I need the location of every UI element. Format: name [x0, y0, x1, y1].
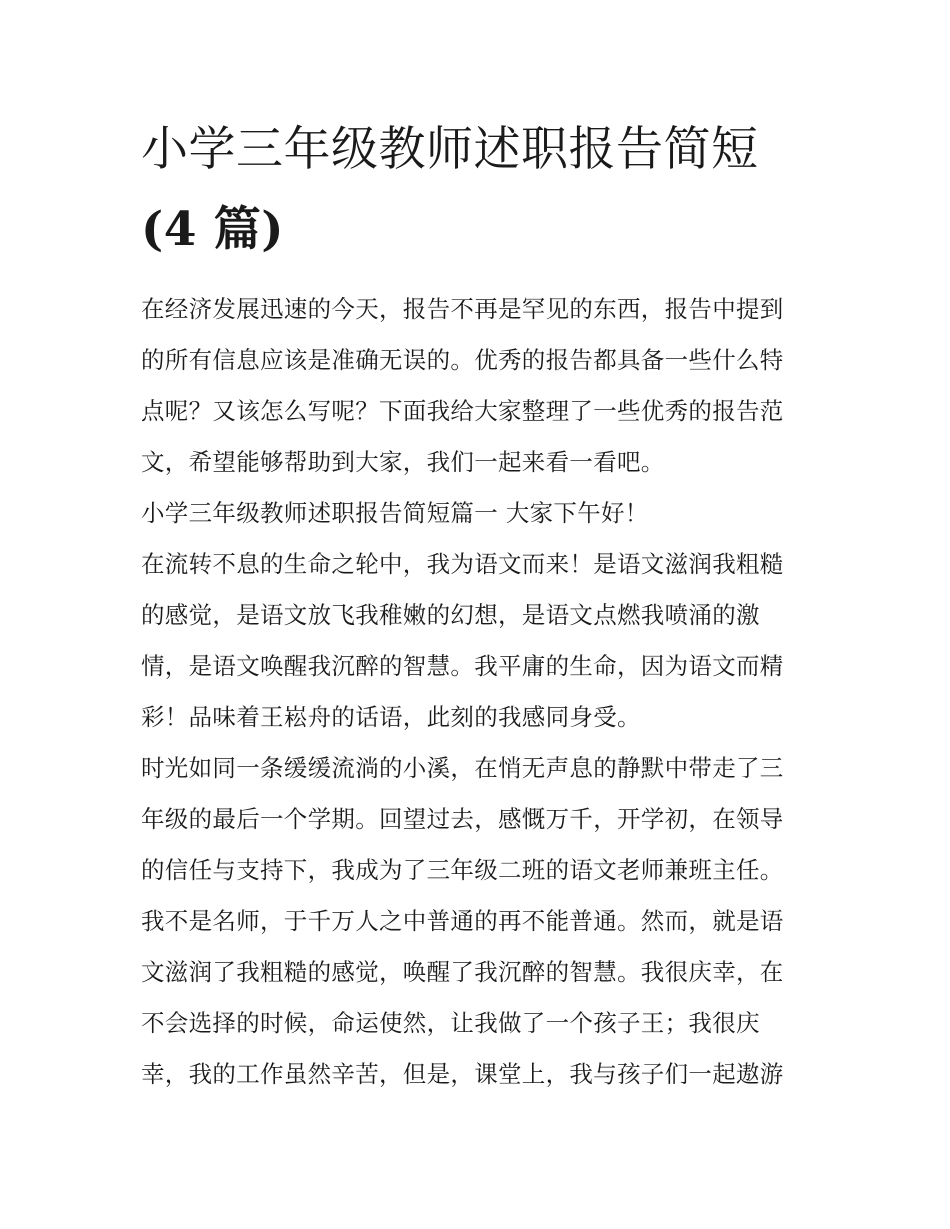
intro-paragraph: [141, 284, 813, 488]
title-line-2: (4 篇): [141, 202, 285, 257]
text-line: 在经济发展迅速的今天，报告不再是罕见的东西，报告中提到: [141, 295, 784, 323]
text-line: 时光如同一条缓缓流淌的小溪，在悄无声息的静默中带走了三: [141, 754, 784, 782]
text-line: 文滋润了我粗糙的感觉，唤醒了我沉醉的智慧。我很庆幸，在: [141, 958, 784, 986]
text-line: 的所有信息应该是准确无误的。优秀的报告都具备一些什么特: [141, 346, 784, 374]
body-paragraph: [141, 743, 813, 1100]
text-line: 年级的最后一个学期。回望过去，感慨万千，开学初，在领导: [141, 805, 784, 833]
body-paragraph: [141, 539, 813, 743]
section-heading-paragraph: [141, 488, 813, 539]
text-line: 情，是语文唤醒我沉醉的智慧。我平庸的生命，因为语文而精: [141, 652, 784, 680]
text-line: 的感觉，是语文放飞我稚嫩的幻想，是语文点燃我喷涌的激: [141, 601, 760, 629]
text-line: 不会选择的时候，命运使然，让我做了一个孩子王；我很庆: [141, 1009, 760, 1037]
text-line: 文，希望能够帮助到大家，我们一起来看一看吧。: [141, 448, 665, 476]
text-line: 的信任与支持下，我成为了三年级二班的语文老师兼班主任。: [141, 856, 784, 884]
document-body: [141, 110, 813, 1100]
text-line: 幸，我的工作虽然辛苦，但是，课堂上，我与孩子们一起遨游: [141, 1060, 784, 1088]
text-line: 点呢？又该怎么写呢？下面我给大家整理了一些优秀的报告范: [141, 397, 784, 425]
title-line-1: 小学三年级教师述职报告简短: [141, 122, 759, 177]
text-line: 小学三年级教师述职报告简短篇一 大家下午好！: [141, 499, 649, 527]
document-title: [141, 110, 813, 270]
text-line: 在流转不息的生命之轮中，我为语文而来！是语文滋润我粗糙: [141, 550, 784, 578]
text-line: 我不是名师，于千万人之中普通的再不能普通。然而，就是语: [141, 907, 784, 935]
text-line: 彩！品味着王崧舟的话语，此刻的我感同身受。: [141, 703, 641, 731]
